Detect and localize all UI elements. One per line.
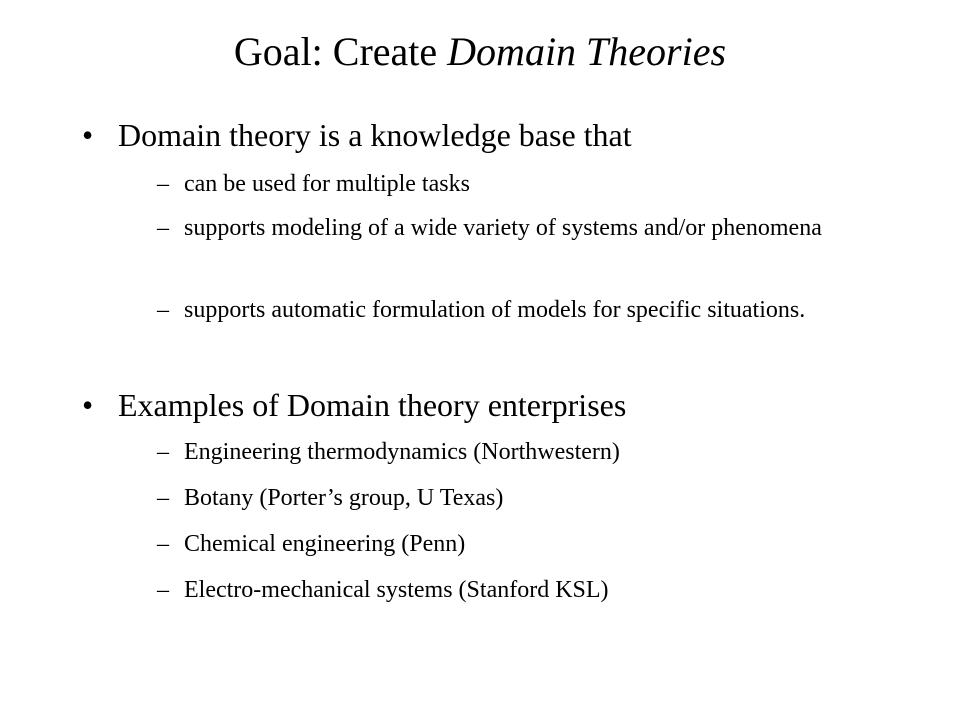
- sub-bullet-text: Chemical engineering (Penn): [184, 531, 466, 557]
- bullet-heading-text: Domain theory is a knowledge base that: [118, 117, 632, 153]
- bullet-heading: [82, 116, 632, 154]
- dash-icon: –: [157, 215, 169, 241]
- dash-icon: –: [157, 171, 169, 197]
- sub-bullet-text: supports modeling of a wide variety of systems and/or phenomena: [184, 215, 822, 241]
- dash-icon: –: [157, 439, 169, 465]
- sub-bullet-text: Electro-mechanical systems (Stanford KSL): [184, 577, 609, 603]
- dash-icon: –: [157, 485, 169, 511]
- dash-icon: –: [157, 297, 169, 323]
- sub-bullet: [157, 168, 877, 200]
- sub-bullet-text: Botany (Porter’s group, U Texas): [184, 485, 504, 511]
- sub-bullet: [157, 482, 877, 514]
- bullet-heading: [82, 386, 626, 424]
- bullet-icon: •: [82, 387, 94, 423]
- sub-bullet: [157, 212, 877, 244]
- sub-bullet-text: Engineering thermodynamics (Northwestern): [184, 439, 620, 465]
- bullet-heading-text: Examples of Domain theory enterprises: [118, 387, 627, 423]
- title-emphasis: Domain Theories: [447, 29, 727, 74]
- sub-bullet-text: can be used for multiple tasks: [184, 171, 470, 197]
- sub-bullet: [157, 436, 877, 468]
- sub-bullet: [157, 574, 877, 606]
- bullet-icon: •: [82, 117, 94, 153]
- sub-bullet-text: supports automatic formulation of models for specific situations.: [184, 297, 806, 323]
- dash-icon: –: [157, 577, 169, 603]
- sub-bullet: [157, 528, 877, 560]
- sub-bullet: [157, 294, 877, 326]
- dash-icon: –: [157, 531, 169, 557]
- title-prefix: Goal: Create: [233, 29, 448, 74]
